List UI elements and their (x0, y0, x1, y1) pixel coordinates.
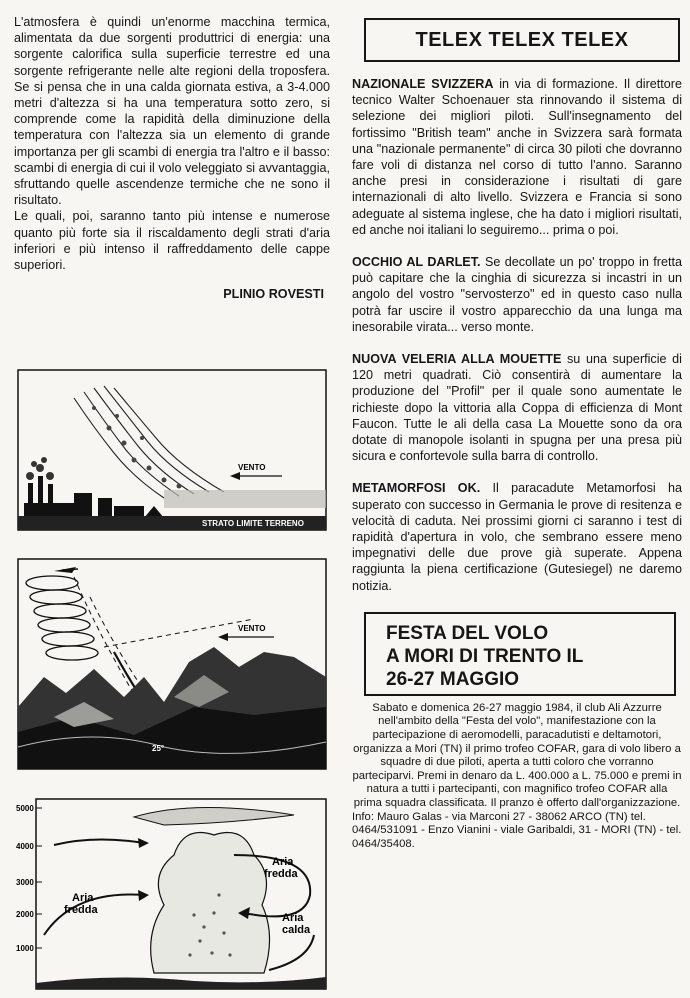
article-author: PLINIO ROVESTI (223, 287, 324, 302)
news-item-nazionale-svizzera (352, 76, 682, 238)
y-tick-3000: 3000 (16, 878, 34, 887)
label-cold-left-2: fredda (64, 904, 98, 916)
y-tick-5000: 5000 (16, 804, 34, 813)
label-cold-right-2: fredda (264, 868, 298, 880)
angle-label: 25° (152, 744, 165, 753)
news-body: Il paracadute Metamorfosi ha superato con successo in Germania le prove di resitenza e velocità di caduta. Nei prossimi giorni ci saranno i test di rapidità d'apertura in volo, che sembrano essere meno impegnativi delle due prove già superate. Appena raggiunta la piena certificazione (Gutesiegel) ne daremo notizia. (352, 481, 682, 593)
article-paragraph-2: Le quali, poi, saranno tanto più intense e numerose quanto più forte sia il riscaldamento degli strati d'aria inferiori e più intenso il raffreddamento delle cappe superiori. (14, 209, 330, 273)
festa-body: Sabato e domenica 26-27 maggio 1984, il club Ali Azzurre nell'ambito della "Festa del volo", manifestazione con la partecipazione di aeromodelli, paracadutisti e deltamotori, organizza a Mori (TN) il primo trofeo COFAR, gara di volo libero a squadre di due piloti, aperta a tutti coloro che vorranno parteciparvi. Premi in denaro da L. 400.000 a L. 75.000 e premi in natura a tutti i partecipanti, con magnifico trofeo COFAR alla prima squadra classificata. Il pranzo è offerto dall'organizzazione. (352, 701, 682, 810)
illustration-air-masses (14, 795, 330, 993)
illustration-thermal-spiral (14, 557, 330, 772)
news-heading: METAMORFOSI OK. (352, 481, 481, 496)
festa-info: Info: Mauro Galas - via Marconi 27 - 38062 ARCO (TN) tel. 0464/531091 - Enzo Vianini - viale Garibaldi, 31 - MORI (TN) - tel. 0464/35408. (352, 810, 682, 850)
y-tick-4000: 4000 (16, 842, 34, 851)
y-tick-1000: 1000 (16, 944, 34, 953)
news-heading: OCCHIO AL DARLET. (352, 255, 481, 270)
label-cold-right-1: Aria (272, 856, 294, 868)
ground-label: STRATO LIMITE TERRENO (202, 519, 304, 528)
label-warm-2: calda (282, 924, 311, 936)
wind-label: VENTO (238, 624, 266, 633)
label-cold-left-1: Aria (72, 892, 94, 904)
thermal-spiral-drawing (14, 557, 330, 772)
festa-title-line-2: A MORI DI TRENTO IL (386, 645, 584, 667)
festa-title-box (364, 612, 676, 696)
label-warm-1: Aria (282, 912, 304, 924)
news-heading: NAZIONALE SVIZZERA (352, 77, 494, 91)
haze-layer (164, 490, 326, 508)
left-column (14, 14, 330, 301)
article-paragraph-1: L'atmosfera è quindi un'enorme macchina termica, alimentata da due sorgenti produttrici di energia: una sorgente calorifica sulla superficie terrestre ed una sorgente refrigerante nelle alte regioni della troposfera. Se si pensa che in una calda giornata estiva, a 3-4.000 metri d'altezza si ha una temperatura sotto zero, si comprende come la rapidità della diminuzione della temperatura con l'altezza sia un elemento di grande importanza per gli scambi di energia tra l'altro e il basso: scambi di energia di cui il volo veleggiato si avvantaggia, sfruttando quelle ascendenze termiche che ne sono il risultato. (14, 15, 330, 208)
illustration-boundary-layer (14, 368, 330, 548)
news-body: Se decollate un po' troppo in fretta può capitare che la cinghia di sicurezza si incastri in un angolo del vostro "servosterzo" ed in questo caso nulla potrà far uscire il vostro apparecchio da una lunga ma inesorabile virata... verso monte. (352, 255, 682, 334)
air-masses-drawing (14, 795, 330, 993)
news-heading: NUOVA VELERIA ALLA MOUETTE (352, 352, 562, 367)
news-item-nuova-veleria (352, 351, 682, 464)
right-column (352, 14, 682, 851)
altitude-axis (16, 804, 34, 953)
boundary-layer-drawing (14, 368, 330, 548)
news-item-metamorfosi (352, 480, 682, 593)
news-body: su una superficie di 120 metri quadrati. Ciò consentirà di aumentare la produzione del "Profil" per il quale sono aumentate le richieste dopo la vittoria alla Coppa di efficienza di Mont Faucon. Tutte le ali della casa La Mouette sono da ora dotate di manopole isolanti in spugna per una presa più sicura e confortevole sulla barra di controllo. (352, 352, 682, 464)
festa-title-line-3: 26-27 MAGGIO (386, 668, 520, 690)
telex-title-box (364, 18, 680, 62)
wind-label: VENTO (238, 463, 266, 472)
y-tick-2000: 2000 (16, 910, 34, 919)
news-body: in via di formazione. Il direttore tecnico Walter Schoenauer sta rinnovando il sistema di selezione dei migliori piloti. Sull'insegnamento del fortissimo "British team" anche in Svizzera sarà formata una "nazionale permanente" di circa 30 piloti che dovranno fare voli di distanza nel corso di tutto l'anno. Saranno anche presi in considerazione i risultati di gare internazionali di alto livello. Svizzera e Francia si sono adeguate al sistema inglese, che ha dato i migliori risultati, ed anche noi italiani lo seguiremo... prima o poi. (352, 77, 683, 237)
news-item-occhio-al-darlet (352, 254, 682, 335)
telex-title: TELEX TELEX TELEX (415, 28, 629, 51)
festa-title-line-1: FESTA DEL VOLO (386, 622, 549, 644)
